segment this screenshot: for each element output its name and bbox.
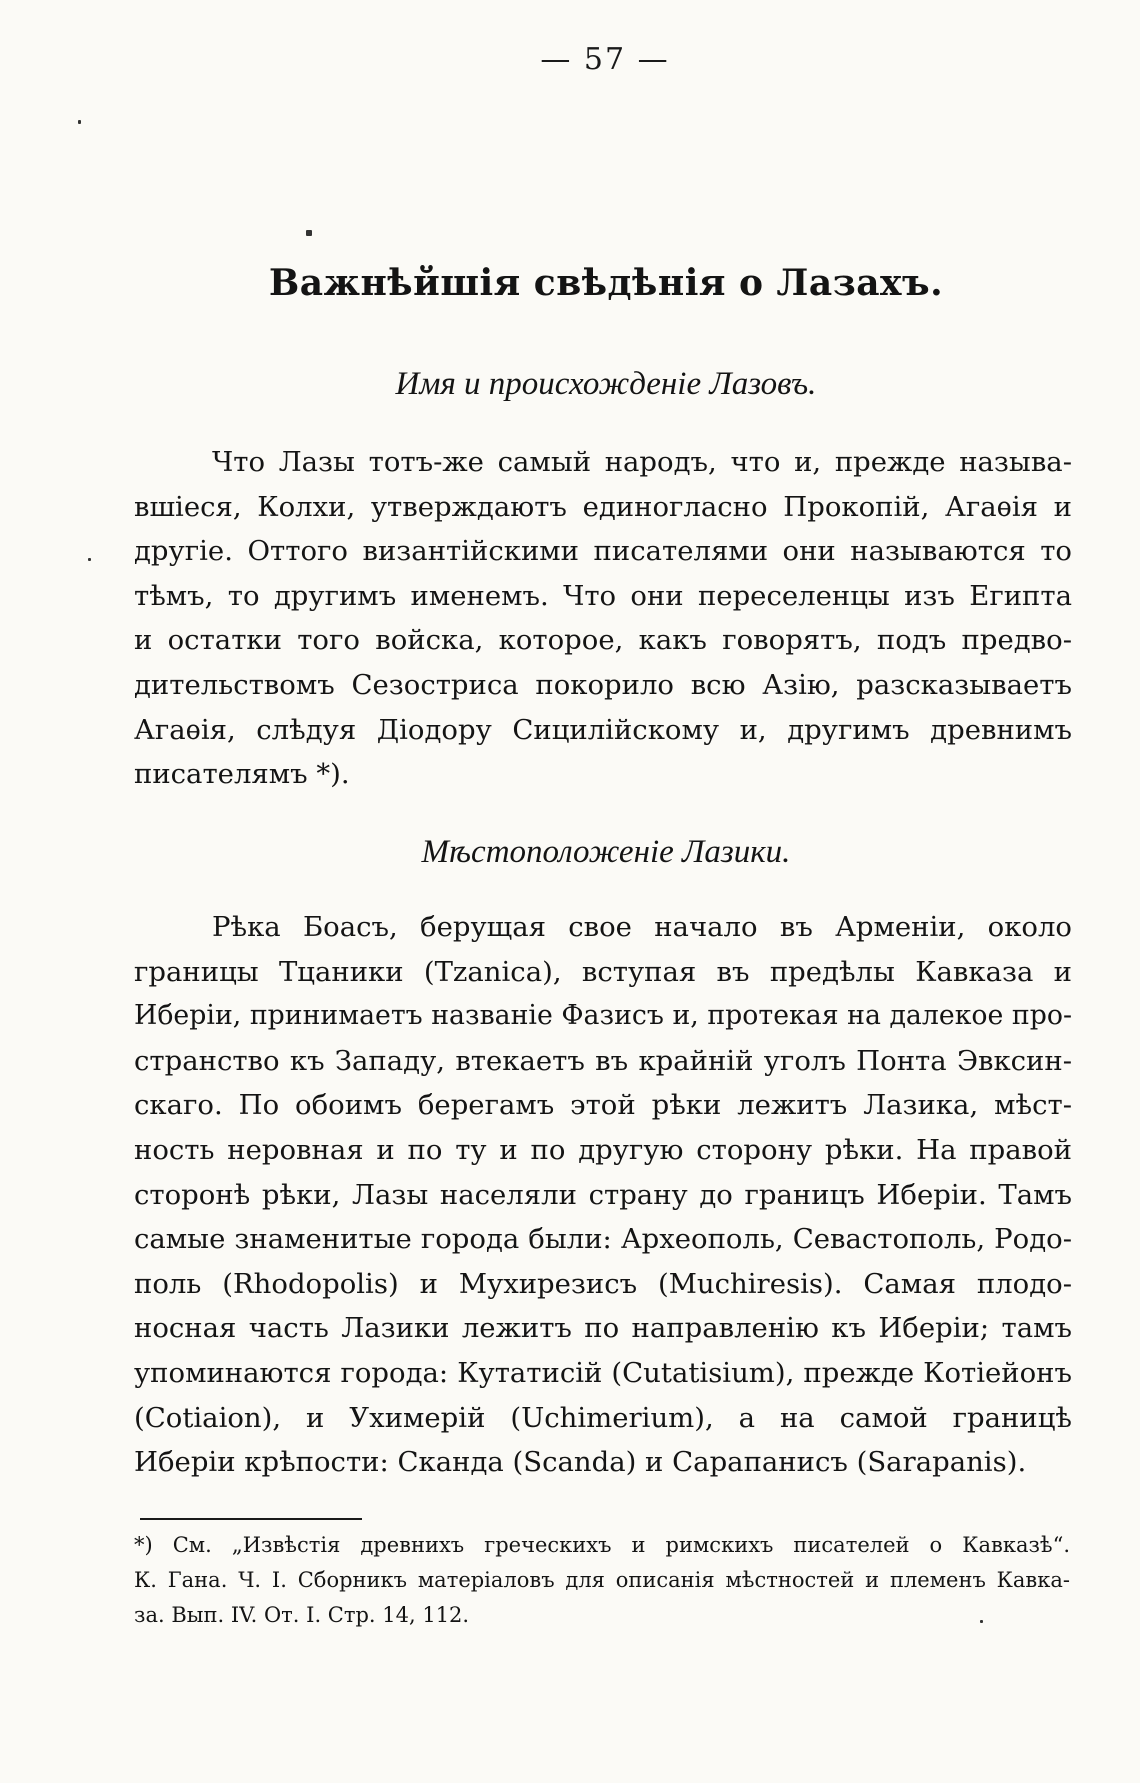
text-line: сторонѣ рѣки, Лазы населяли страну до границъ Иберіи. Тамъ	[134, 1178, 1072, 1211]
ink-speck	[78, 120, 81, 124]
text-line: границы Тцаники (Tzanica), вступая въ предѣлы Кавказа и	[134, 955, 1072, 988]
text-line: скаго. По обоимъ берегамъ этой рѣки лежитъ Лазика, мѣст-	[134, 1089, 1072, 1122]
text-line: Агаѳія, слѣдуя Діодору Сицилійскому и, другимъ древнимъ	[134, 713, 1072, 746]
text-line: (Cotiaion), и Ухимерій (Uchimerium), а на самой границѣ	[134, 1401, 1072, 1434]
page-number: — 57 —	[540, 42, 670, 77]
text-line: Рѣка Боасъ, берущая свое начало въ Арменіи, около	[212, 911, 1072, 943]
paragraph-location	[134, 905, 1072, 1485]
text-line: другіе. Оттого византійскими писателями они называются то	[134, 535, 1072, 568]
section-heading-name-origin: Имя и происхожденіе Лазовъ.	[395, 366, 817, 402]
section-heading-location: Мѣстоположеніе Лазики.	[421, 834, 791, 870]
footnote-line: *) См. „Извѣстія древнихъ греческихъ и римскихъ писателей о Кавказѣ“.	[134, 1533, 1070, 1557]
paragraph-name-origin	[134, 440, 1072, 797]
text-line: упоминаются города: Кутатисій (Cutatisium), прежде Котіейонъ	[134, 1356, 1072, 1389]
chapter-title: Важнѣйшія свѣдѣнія о Лазахъ.	[268, 262, 944, 304]
text-line: Иберіи крѣпости: Сканда (Scanda) и Сарапанисъ (Sarapanis).	[134, 1446, 1027, 1479]
text-line: вшіеся, Колхи, утверждаютъ единогласно Прокопій, Агаѳія и	[134, 490, 1072, 523]
text-line: поль (Rhodopolis) и Мухирезисъ (Muchiresis). Самая плодо-	[134, 1267, 1072, 1300]
footnote-rule	[140, 1518, 362, 1520]
ink-speck	[88, 558, 91, 561]
text-line: Что Лазы тотъ-же самый народъ, что и, прежде называ-	[212, 446, 1072, 478]
text-line: тѣмъ, то другимъ именемъ. Что они переселенцы изъ Египта	[134, 579, 1072, 612]
text-line: странство къ Западу, втекаетъ въ крайній уголъ Понта Эвксин-	[134, 1044, 1072, 1077]
text-line: и остатки того войска, которое, какъ говорятъ, подъ предво-	[134, 624, 1072, 657]
ink-speck	[306, 230, 312, 236]
text-line: самые знаменитые города были: Археополь, Севастополь, Родо-	[134, 1223, 1072, 1256]
text-line: Иберіи, принимаетъ названіе Фазисъ и, протекая на далекое про-	[134, 1000, 1072, 1032]
text-line: писателямъ *).	[134, 758, 350, 791]
footnote-line: за. Вып. IV. От. I. Стр. 14, 112.	[134, 1603, 470, 1627]
text-line: ность неровная и по ту и по другую сторону рѣки. На правой	[134, 1133, 1072, 1166]
footnote	[134, 1528, 1070, 1633]
footnote-line: К. Гана. Ч. I. Сборникъ матеріаловъ для описанія мѣстностей и племенъ Кавка-	[134, 1568, 1070, 1592]
text-line: дительствомъ Сезостриса покорило всю Азію, разсказываетъ	[134, 668, 1072, 701]
text-line: носная часть Лазики лежитъ по направленію къ Иберіи; тамъ	[134, 1312, 1072, 1345]
